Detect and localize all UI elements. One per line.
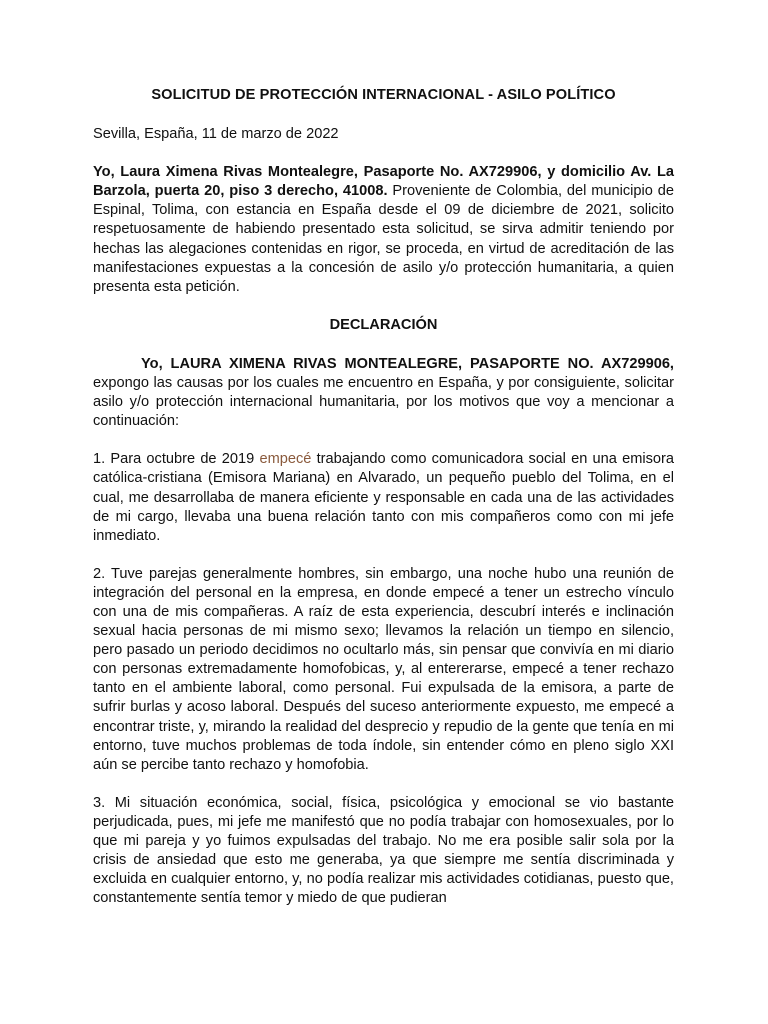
- item-2-paragraph: 2. Tuve parejas generalmente hombres, sin embargo, una noche hubo una reunión de integración del personal en la empresa, en donde empecé a tener un estrecho vínculo con una de mis compañeras. A raíz de esta experiencia, descubrí interés e inclinación sexual hacia personas de mi mismo sexo; llevamos la relación un tiempo en silencio, pero pasado un periodo decidimos no ocultarlo más, sin pensar que convivía en mi diario con personas extremadamente homofobicas, y, al entererarse, empecé a tener rechazo tanto en el ambiente laboral, como personal. Fui expulsada de la emisora, a parte de sufrir burlas y acoso laboral. Después del suceso anteriormente expuesto, me empecé a encontrar triste, y, mirando la realidad del desprecio y repudio de la gente que tenía en mi entorno, tuve muchos problemas de toda índole, sin entender cómo en pleno siglo XXI aún se percibe tanto rechazo y homofobia.: [93, 565, 674, 773]
- item-1-highlight: empecé: [259, 451, 312, 468]
- date-line: Sevilla, España, 11 de marzo de 2022: [93, 126, 339, 143]
- document-title: SOLICITUD DE PROTECCIÓN INTERNACIONAL - ASILO POLÍTICO: [151, 87, 616, 103]
- intro-applicant-details: Yo, Laura Ximena Rivas Montealegre, Pasaporte No. AX729906, y domicilio Av. La Barzola, puerta 20, piso 3 derecho, 41008.: [93, 164, 674, 200]
- item-1-paragraph: [93, 450, 674, 545]
- declaration-text: expongo las causas por los cuales me encuentro en España, y por consiguiente, solicitar asilo y/o protección internacional humanitaria, por los motivos que voy a mencionar a continuación:: [93, 375, 674, 430]
- item-1-start: 1. Para octubre de 2019: [93, 451, 260, 468]
- item-1-end: trabajando como comunicadora social en una emisora católica-cristiana (Emisora Mariana) en Alvarado, un pequeño pueblo del Tolima, en el cual, me desarrollaba de manera eficiente y responsable en cada una de las actividades de mi cargo, llevaba una buena relación tanto con mis compañeros como con mi jefe inmediato.: [93, 451, 674, 544]
- intro-text: Proveniente de Colombia, del municipio de Espinal, Tolima, con estancia en España desde el 09 de diciembre de 2021, solicito respetuosamente de habiendo presentado esta solicitud, se sirva admitir teniendo por hechas las alegaciones contenidas en rigor, se proceda, en virtud de acreditación de las manifestaciones expuestas a la concesión de asilo y/o protección humanitaria, a quien presenta esta petición.: [93, 183, 674, 295]
- intro-paragraph: [93, 163, 674, 297]
- declaration-applicant: Yo, LAURA XIMENA RIVAS MONTEALEGRE, PASAPORTE NO. AX729906,: [141, 355, 674, 372]
- declaration-paragraph: [93, 355, 674, 431]
- item-3-paragraph: 3. Mi situación económica, social, física, psicológica y emocional se vio bastante perjudicada, pues, mi jefe me manifestó que no podía trabajar con homosexuales, por lo que mi pareja y yo fuimos expulsadas del trabajo. No me era posible salir sola por la crisis de ansiedad que esto me generaba, ya que siempre me sentía discriminada y excluida en cualquier entorno, y, no podía realizar mis actividades cotidianas, puesto que, constantemente sentía temor y miedo de que pudieran: [93, 794, 674, 907]
- section-heading-declaration: DECLARACIÓN: [329, 316, 438, 333]
